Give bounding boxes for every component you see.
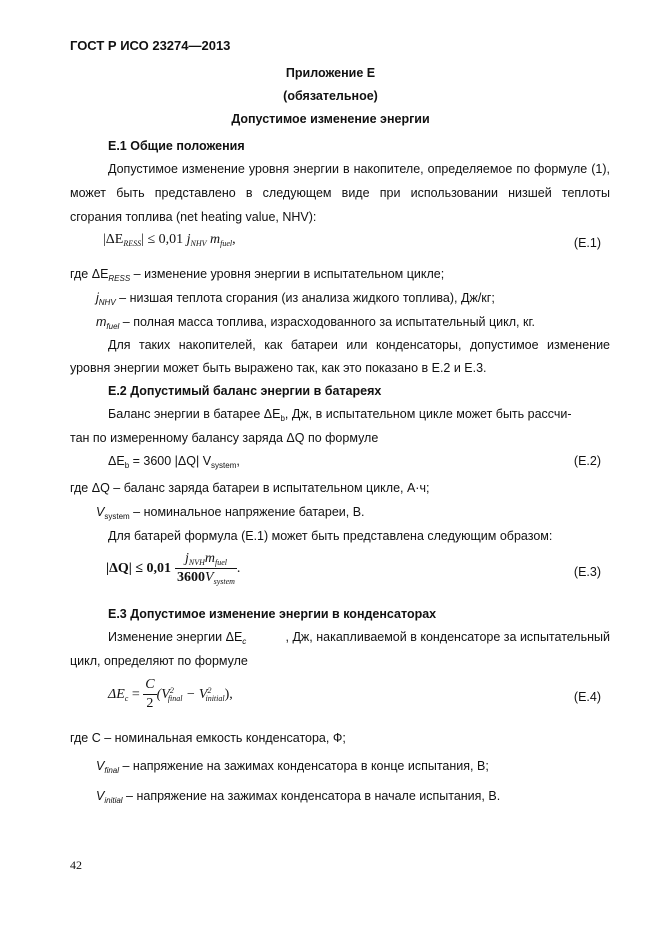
equation-e2: $\Delta E_b = 3600$ |ΔQ| $V_{system}$, <box>108 454 240 470</box>
paragraph-line: цикл, определяют по формуле <box>70 654 248 668</box>
appendix-title: Приложение Е <box>285 66 376 80</box>
section-e3-heading: Е.3 Допустимое изменение энергии в конденсаторах <box>108 607 437 621</box>
equation-e1: $|\Delta E_{RESS}| \le 0,01$ $j_{NHV}$ $m_{fuel}$, <box>103 232 236 248</box>
equation-number: (Е.4) <box>573 690 601 704</box>
appendix-status: (обязательное) <box>283 89 378 103</box>
paragraph-line: Для батарей формула (Е.1) может быть представлена следующим образом: <box>108 529 553 543</box>
paragraph-line: тан по измеренному балансу заряда ΔQ по формуле <box>70 431 379 445</box>
definition-line: где C – номинальная емкость конденсатора, Ф; <box>70 731 346 745</box>
paragraph-line: может быть представлено в следующем виде при использовании низшей теплоты <box>70 186 610 200</box>
definition-line: где $\Delta E_{RESS}$ – изменение уровня энергии в испытательном цикле; <box>70 267 445 283</box>
appendix-subject: Допустимое изменение энергии <box>231 112 430 126</box>
definition-line: $V_{initial}$ – напряжение на зажимах конденсатора в начале испытания, В. <box>96 789 501 805</box>
section-e2-heading: Е.2 Допустимый баланс энергии в батареях <box>108 384 382 398</box>
equation-e3: |ΔQ| ≤ 0,01 $\frac{j_{NVH}m_{fuel}}{3600V_{system}}$ . <box>106 551 241 586</box>
section-e1-heading: Е.1 Общие положения <box>108 139 245 153</box>
definition-line: $V_{final}$ – напряжение на зажимах конденсатора в конце испытания, В; <box>96 759 489 775</box>
equation-number: (Е.2) <box>573 454 601 468</box>
page-number: 42 <box>70 858 82 872</box>
paragraph-line: уровня энергии может быть выражено так, как это показано в Е.2 и Е.3. <box>70 361 487 375</box>
definition-line: $j_{NHV}$ – низшая теплота сгорания (из анализа жидкого топлива), Дж/кг; <box>96 291 495 307</box>
paragraph-line: Баланс энергии в батарее $\Delta E_b$, Дж, в испытательном цикле может быть рассчи- <box>108 407 572 423</box>
equation-e4: $\Delta E_c$ = $\frac{C}{2}$ ($V^2_{final} - V^2_{initial}$ ), <box>108 677 233 711</box>
equation-number: (Е.1) <box>573 236 601 250</box>
paragraph-line: Изменение энергии $\Delta E_c$ , Дж, накапливаемой в конденсаторе за испытательный <box>108 630 610 646</box>
paragraph-line: Допустимое изменение уровня энергии в накопителе, определяемое по формуле (1), <box>108 162 610 176</box>
paragraph-line: сгорания топлива (net heating value, NHV): <box>70 210 317 224</box>
definition-line: $m_{fuel}$ – полная масса топлива, израсходованного за испытательный цикл, кг. <box>96 315 535 331</box>
equation-number: (Е.3) <box>573 565 601 579</box>
paragraph-line: Для таких накопителей, как батареи или конденсаторы, допустимое изменение <box>108 338 610 352</box>
definition-line: где ΔQ – баланс заряда батареи в испытательном цикле, А·ч; <box>70 481 430 495</box>
definition-line: $V_{system}$ – номинальное напряжение батареи, В. <box>96 505 365 521</box>
document-header: ГОСТ Р ИСО 23274—2013 <box>70 38 231 53</box>
